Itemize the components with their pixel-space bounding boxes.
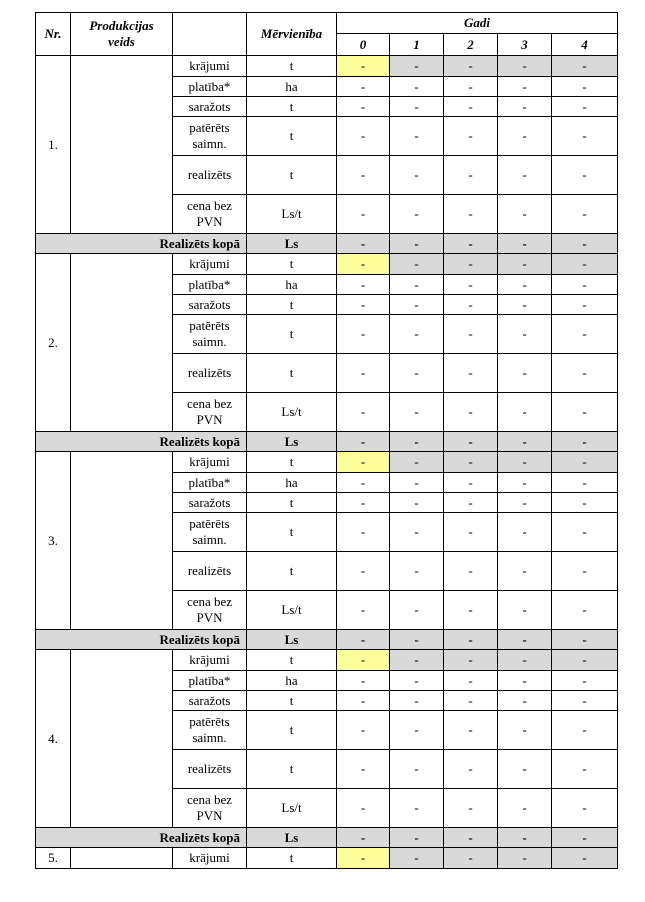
value-year-0: - bbox=[337, 848, 390, 869]
value-year-2: - bbox=[444, 97, 498, 117]
value-year-0: - bbox=[337, 254, 390, 275]
row-unit-paterets: t bbox=[247, 711, 337, 750]
row-label-cena bbox=[173, 591, 247, 630]
value-year-0: - bbox=[337, 432, 390, 452]
row-label-paterets bbox=[173, 513, 247, 552]
value-year-3: - bbox=[498, 630, 552, 650]
row-label-krajumi bbox=[173, 254, 247, 275]
value-year-0: - bbox=[337, 295, 390, 315]
row-label-paterets-line1: patērēts bbox=[189, 120, 230, 135]
value-year-4: - bbox=[552, 848, 618, 869]
section-product-type bbox=[71, 56, 173, 234]
value-year-3: - bbox=[498, 552, 552, 591]
value-year-0: - bbox=[337, 56, 390, 77]
value-year-1: - bbox=[390, 315, 444, 354]
value-year-3: - bbox=[498, 77, 552, 97]
row-label-paterets-line2: saimn. bbox=[192, 730, 227, 745]
row-label-krajumi bbox=[173, 56, 247, 77]
row-label-paterets bbox=[173, 117, 247, 156]
row-label-realizets-line1: realizēts bbox=[187, 365, 232, 380]
value-year-4: - bbox=[552, 234, 618, 254]
value-year-1: - bbox=[390, 295, 444, 315]
row-unit-sarazots: t bbox=[247, 691, 337, 711]
value-year-3: - bbox=[498, 275, 552, 295]
section-nr: 5. bbox=[36, 848, 71, 869]
value-year-3: - bbox=[498, 750, 552, 789]
value-year-3: - bbox=[498, 828, 552, 848]
value-year-2: - bbox=[444, 56, 498, 77]
value-year-2: - bbox=[444, 789, 498, 828]
row-label-sarazots bbox=[173, 97, 247, 117]
value-year-2: - bbox=[444, 473, 498, 493]
value-year-1: - bbox=[390, 513, 444, 552]
row-unit-krajumi: t bbox=[247, 848, 337, 869]
value-year-4: - bbox=[552, 711, 618, 750]
value-year-2: - bbox=[444, 848, 498, 869]
row-label-cena-line2: PVN bbox=[196, 808, 223, 823]
value-year-0: - bbox=[337, 552, 390, 591]
table-body bbox=[36, 13, 618, 869]
row-label-realizets bbox=[173, 552, 247, 591]
row-label-paterets bbox=[173, 315, 247, 354]
row-label-realizets bbox=[173, 156, 247, 195]
value-year-2: - bbox=[444, 650, 498, 671]
section-product-type bbox=[71, 848, 173, 869]
value-year-0: - bbox=[337, 473, 390, 493]
table-row bbox=[36, 56, 618, 77]
header-produkcijas-line2: veids bbox=[108, 34, 135, 49]
value-year-3: - bbox=[498, 254, 552, 275]
value-year-1: - bbox=[390, 77, 444, 97]
total-label: Realizēts kopā bbox=[36, 234, 247, 254]
row-label-sarazots-line1: saražots bbox=[188, 296, 231, 312]
value-year-1: - bbox=[390, 750, 444, 789]
value-year-1: - bbox=[390, 630, 444, 650]
value-year-2: - bbox=[444, 354, 498, 393]
row-label-krajumi-line1: krājumi bbox=[189, 58, 230, 73]
row-unit-paterets: t bbox=[247, 513, 337, 552]
value-year-2: - bbox=[444, 393, 498, 432]
value-year-2: - bbox=[444, 828, 498, 848]
value-year-3: - bbox=[498, 97, 552, 117]
value-year-0: - bbox=[337, 671, 390, 691]
row-label-platiba-line1: platība* bbox=[188, 276, 231, 292]
table-row bbox=[36, 848, 618, 869]
total-unit: Ls bbox=[247, 432, 337, 452]
total-unit: Ls bbox=[247, 234, 337, 254]
value-year-0: - bbox=[337, 97, 390, 117]
value-year-4: - bbox=[552, 97, 618, 117]
value-year-2: - bbox=[444, 591, 498, 630]
value-year-3: - bbox=[498, 354, 552, 393]
row-unit-sarazots: t bbox=[247, 97, 337, 117]
row-label-realizets-line1: realizēts bbox=[187, 563, 232, 578]
row-label-krajumi bbox=[173, 650, 247, 671]
row-unit-realizets: t bbox=[247, 750, 337, 789]
value-year-3: - bbox=[498, 393, 552, 432]
row-unit-krajumi: t bbox=[247, 452, 337, 473]
value-year-0: - bbox=[337, 77, 390, 97]
value-year-3: - bbox=[498, 432, 552, 452]
row-label-platiba bbox=[173, 77, 247, 97]
value-year-3: - bbox=[498, 650, 552, 671]
row-unit-sarazots: t bbox=[247, 493, 337, 513]
value-year-3: - bbox=[498, 156, 552, 195]
production-table bbox=[35, 12, 618, 869]
row-unit-krajumi: t bbox=[247, 56, 337, 77]
row-label-platiba-line1: platība* bbox=[188, 78, 231, 94]
section-product-type bbox=[71, 452, 173, 630]
row-unit-cena: Ls/t bbox=[247, 393, 337, 432]
value-year-1: - bbox=[390, 828, 444, 848]
header-year-3: 3 bbox=[498, 34, 552, 56]
row-unit-realizets: t bbox=[247, 552, 337, 591]
section-nr: 2. bbox=[36, 254, 71, 432]
header-year-0: 0 bbox=[337, 34, 390, 56]
row-label-cena-line2: PVN bbox=[196, 412, 223, 427]
row-label-platiba bbox=[173, 473, 247, 493]
value-year-3: - bbox=[498, 691, 552, 711]
value-year-3: - bbox=[498, 195, 552, 234]
row-label-cena-line1: cena bez bbox=[186, 198, 233, 213]
table-row bbox=[36, 650, 618, 671]
row-unit-platiba: ha bbox=[247, 77, 337, 97]
row-label-paterets-line1: patērēts bbox=[189, 318, 230, 333]
value-year-4: - bbox=[552, 552, 618, 591]
value-year-4: - bbox=[552, 650, 618, 671]
value-year-1: - bbox=[390, 452, 444, 473]
value-year-0: - bbox=[337, 493, 390, 513]
total-unit: Ls bbox=[247, 630, 337, 650]
header-nr: Nr. bbox=[36, 13, 71, 56]
value-year-4: - bbox=[552, 315, 618, 354]
value-year-4: - bbox=[552, 473, 618, 493]
row-unit-platiba: ha bbox=[247, 473, 337, 493]
value-year-2: - bbox=[444, 750, 498, 789]
header-gadi: Gadi bbox=[337, 13, 618, 34]
total-row bbox=[36, 828, 618, 848]
row-label-paterets-line1: patērēts bbox=[189, 714, 230, 729]
row-unit-realizets: t bbox=[247, 354, 337, 393]
value-year-1: - bbox=[390, 650, 444, 671]
value-year-2: - bbox=[444, 195, 498, 234]
value-year-4: - bbox=[552, 254, 618, 275]
total-unit: Ls bbox=[247, 828, 337, 848]
row-label-krajumi-line1: krājumi bbox=[189, 454, 230, 469]
header-empty bbox=[173, 13, 247, 56]
value-year-4: - bbox=[552, 750, 618, 789]
section-nr: 1. bbox=[36, 56, 71, 234]
row-label-sarazots bbox=[173, 691, 247, 711]
value-year-0: - bbox=[337, 691, 390, 711]
row-label-realizets-line1: realizēts bbox=[187, 761, 232, 776]
row-label-paterets bbox=[173, 711, 247, 750]
value-year-1: - bbox=[390, 691, 444, 711]
total-row bbox=[36, 234, 618, 254]
value-year-0: - bbox=[337, 789, 390, 828]
value-year-0: - bbox=[337, 750, 390, 789]
value-year-4: - bbox=[552, 828, 618, 848]
row-label-cena bbox=[173, 393, 247, 432]
header-year-1: 1 bbox=[390, 34, 444, 56]
value-year-2: - bbox=[444, 552, 498, 591]
row-label-sarazots bbox=[173, 295, 247, 315]
value-year-4: - bbox=[552, 493, 618, 513]
value-year-4: - bbox=[552, 195, 618, 234]
value-year-4: - bbox=[552, 295, 618, 315]
value-year-3: - bbox=[498, 452, 552, 473]
value-year-4: - bbox=[552, 156, 618, 195]
value-year-1: - bbox=[390, 848, 444, 869]
row-label-realizets bbox=[173, 750, 247, 789]
row-unit-paterets: t bbox=[247, 315, 337, 354]
row-label-cena bbox=[173, 195, 247, 234]
value-year-4: - bbox=[552, 117, 618, 156]
value-year-2: - bbox=[444, 295, 498, 315]
value-year-3: - bbox=[498, 789, 552, 828]
header-row-1 bbox=[36, 13, 618, 34]
value-year-4: - bbox=[552, 77, 618, 97]
row-label-cena-line1: cena bez bbox=[186, 792, 233, 807]
row-unit-cena: Ls/t bbox=[247, 789, 337, 828]
value-year-0: - bbox=[337, 275, 390, 295]
value-year-1: - bbox=[390, 789, 444, 828]
header-produkcijas-line1: Produkcijas bbox=[89, 18, 154, 33]
row-label-krajumi-line1: krājumi bbox=[189, 652, 230, 667]
value-year-3: - bbox=[498, 671, 552, 691]
total-row bbox=[36, 432, 618, 452]
value-year-2: - bbox=[444, 156, 498, 195]
row-unit-platiba: ha bbox=[247, 671, 337, 691]
row-unit-paterets: t bbox=[247, 117, 337, 156]
row-unit-krajumi: t bbox=[247, 254, 337, 275]
total-label: Realizēts kopā bbox=[36, 828, 247, 848]
row-label-sarazots-line1: saražots bbox=[188, 494, 231, 510]
value-year-4: - bbox=[552, 591, 618, 630]
value-year-0: - bbox=[337, 234, 390, 254]
value-year-1: - bbox=[390, 234, 444, 254]
total-row bbox=[36, 630, 618, 650]
value-year-4: - bbox=[552, 432, 618, 452]
value-year-2: - bbox=[444, 315, 498, 354]
row-unit-sarazots: t bbox=[247, 295, 337, 315]
row-label-cena-line1: cena bez bbox=[186, 594, 233, 609]
value-year-0: - bbox=[337, 513, 390, 552]
value-year-1: - bbox=[390, 117, 444, 156]
value-year-1: - bbox=[390, 56, 444, 77]
value-year-2: - bbox=[444, 254, 498, 275]
value-year-4: - bbox=[552, 275, 618, 295]
row-unit-krajumi: t bbox=[247, 650, 337, 671]
row-label-platiba-line1: platība* bbox=[188, 672, 231, 688]
value-year-3: - bbox=[498, 295, 552, 315]
row-label-realizets-line1: realizēts bbox=[187, 167, 232, 182]
value-year-2: - bbox=[444, 275, 498, 295]
row-label-sarazots-line1: saražots bbox=[188, 692, 231, 708]
row-label-paterets-line2: saimn. bbox=[192, 136, 227, 151]
value-year-4: - bbox=[552, 513, 618, 552]
value-year-0: - bbox=[337, 354, 390, 393]
value-year-3: - bbox=[498, 56, 552, 77]
row-label-cena-line2: PVN bbox=[196, 610, 223, 625]
header-year-2: 2 bbox=[444, 34, 498, 56]
value-year-3: - bbox=[498, 513, 552, 552]
value-year-4: - bbox=[552, 789, 618, 828]
value-year-0: - bbox=[337, 711, 390, 750]
value-year-0: - bbox=[337, 650, 390, 671]
value-year-2: - bbox=[444, 513, 498, 552]
value-year-0: - bbox=[337, 315, 390, 354]
table-row bbox=[36, 254, 618, 275]
value-year-0: - bbox=[337, 156, 390, 195]
row-label-platiba-line1: platība* bbox=[188, 474, 231, 490]
value-year-2: - bbox=[444, 452, 498, 473]
value-year-1: - bbox=[390, 552, 444, 591]
value-year-4: - bbox=[552, 630, 618, 650]
value-year-0: - bbox=[337, 452, 390, 473]
row-label-cena-line1: cena bez bbox=[186, 396, 233, 411]
value-year-1: - bbox=[390, 156, 444, 195]
row-label-cena-line2: PVN bbox=[196, 214, 223, 229]
row-label-platiba bbox=[173, 275, 247, 295]
value-year-1: - bbox=[390, 432, 444, 452]
value-year-1: - bbox=[390, 493, 444, 513]
value-year-3: - bbox=[498, 117, 552, 156]
header-merveniba: Mērvienība bbox=[247, 13, 337, 56]
value-year-3: - bbox=[498, 234, 552, 254]
value-year-1: - bbox=[390, 97, 444, 117]
total-label: Realizēts kopā bbox=[36, 432, 247, 452]
value-year-3: - bbox=[498, 473, 552, 493]
value-year-1: - bbox=[390, 254, 444, 275]
value-year-1: - bbox=[390, 473, 444, 493]
row-unit-cena: Ls/t bbox=[247, 195, 337, 234]
row-label-krajumi-line1: krājumi bbox=[189, 850, 230, 865]
row-unit-platiba: ha bbox=[247, 275, 337, 295]
value-year-2: - bbox=[444, 117, 498, 156]
value-year-2: - bbox=[444, 711, 498, 750]
value-year-4: - bbox=[552, 691, 618, 711]
value-year-1: - bbox=[390, 275, 444, 295]
value-year-2: - bbox=[444, 432, 498, 452]
value-year-1: - bbox=[390, 711, 444, 750]
value-year-3: - bbox=[498, 848, 552, 869]
row-label-paterets-line2: saimn. bbox=[192, 334, 227, 349]
row-label-krajumi bbox=[173, 452, 247, 473]
header-year-4: 4 bbox=[552, 34, 618, 56]
value-year-1: - bbox=[390, 591, 444, 630]
value-year-2: - bbox=[444, 234, 498, 254]
value-year-4: - bbox=[552, 671, 618, 691]
value-year-0: - bbox=[337, 591, 390, 630]
value-year-1: - bbox=[390, 393, 444, 432]
row-unit-cena: Ls/t bbox=[247, 591, 337, 630]
row-unit-realizets: t bbox=[247, 156, 337, 195]
value-year-1: - bbox=[390, 671, 444, 691]
value-year-2: - bbox=[444, 493, 498, 513]
value-year-4: - bbox=[552, 56, 618, 77]
value-year-1: - bbox=[390, 354, 444, 393]
value-year-3: - bbox=[498, 315, 552, 354]
value-year-2: - bbox=[444, 630, 498, 650]
row-label-realizets bbox=[173, 354, 247, 393]
value-year-2: - bbox=[444, 691, 498, 711]
value-year-4: - bbox=[552, 354, 618, 393]
value-year-3: - bbox=[498, 591, 552, 630]
value-year-0: - bbox=[337, 117, 390, 156]
value-year-0: - bbox=[337, 828, 390, 848]
row-label-cena bbox=[173, 789, 247, 828]
value-year-2: - bbox=[444, 77, 498, 97]
section-nr: 3. bbox=[36, 452, 71, 630]
value-year-0: - bbox=[337, 630, 390, 650]
section-product-type bbox=[71, 650, 173, 828]
value-year-4: - bbox=[552, 393, 618, 432]
row-label-krajumi-line1: krājumi bbox=[189, 256, 230, 271]
value-year-4: - bbox=[552, 452, 618, 473]
total-label: Realizēts kopā bbox=[36, 630, 247, 650]
value-year-0: - bbox=[337, 195, 390, 234]
section-nr: 4. bbox=[36, 650, 71, 828]
value-year-2: - bbox=[444, 671, 498, 691]
header-produkcijas-veids bbox=[71, 13, 173, 56]
row-label-sarazots bbox=[173, 493, 247, 513]
value-year-3: - bbox=[498, 711, 552, 750]
value-year-3: - bbox=[498, 493, 552, 513]
section-product-type bbox=[71, 254, 173, 432]
row-label-paterets-line1: patērēts bbox=[189, 516, 230, 531]
row-label-platiba bbox=[173, 671, 247, 691]
row-label-sarazots-line1: saražots bbox=[188, 98, 231, 114]
value-year-0: - bbox=[337, 393, 390, 432]
row-label-paterets-line2: saimn. bbox=[192, 532, 227, 547]
value-year-1: - bbox=[390, 195, 444, 234]
table-row bbox=[36, 452, 618, 473]
row-label-krajumi bbox=[173, 848, 247, 869]
table-wrapper bbox=[35, 12, 618, 869]
